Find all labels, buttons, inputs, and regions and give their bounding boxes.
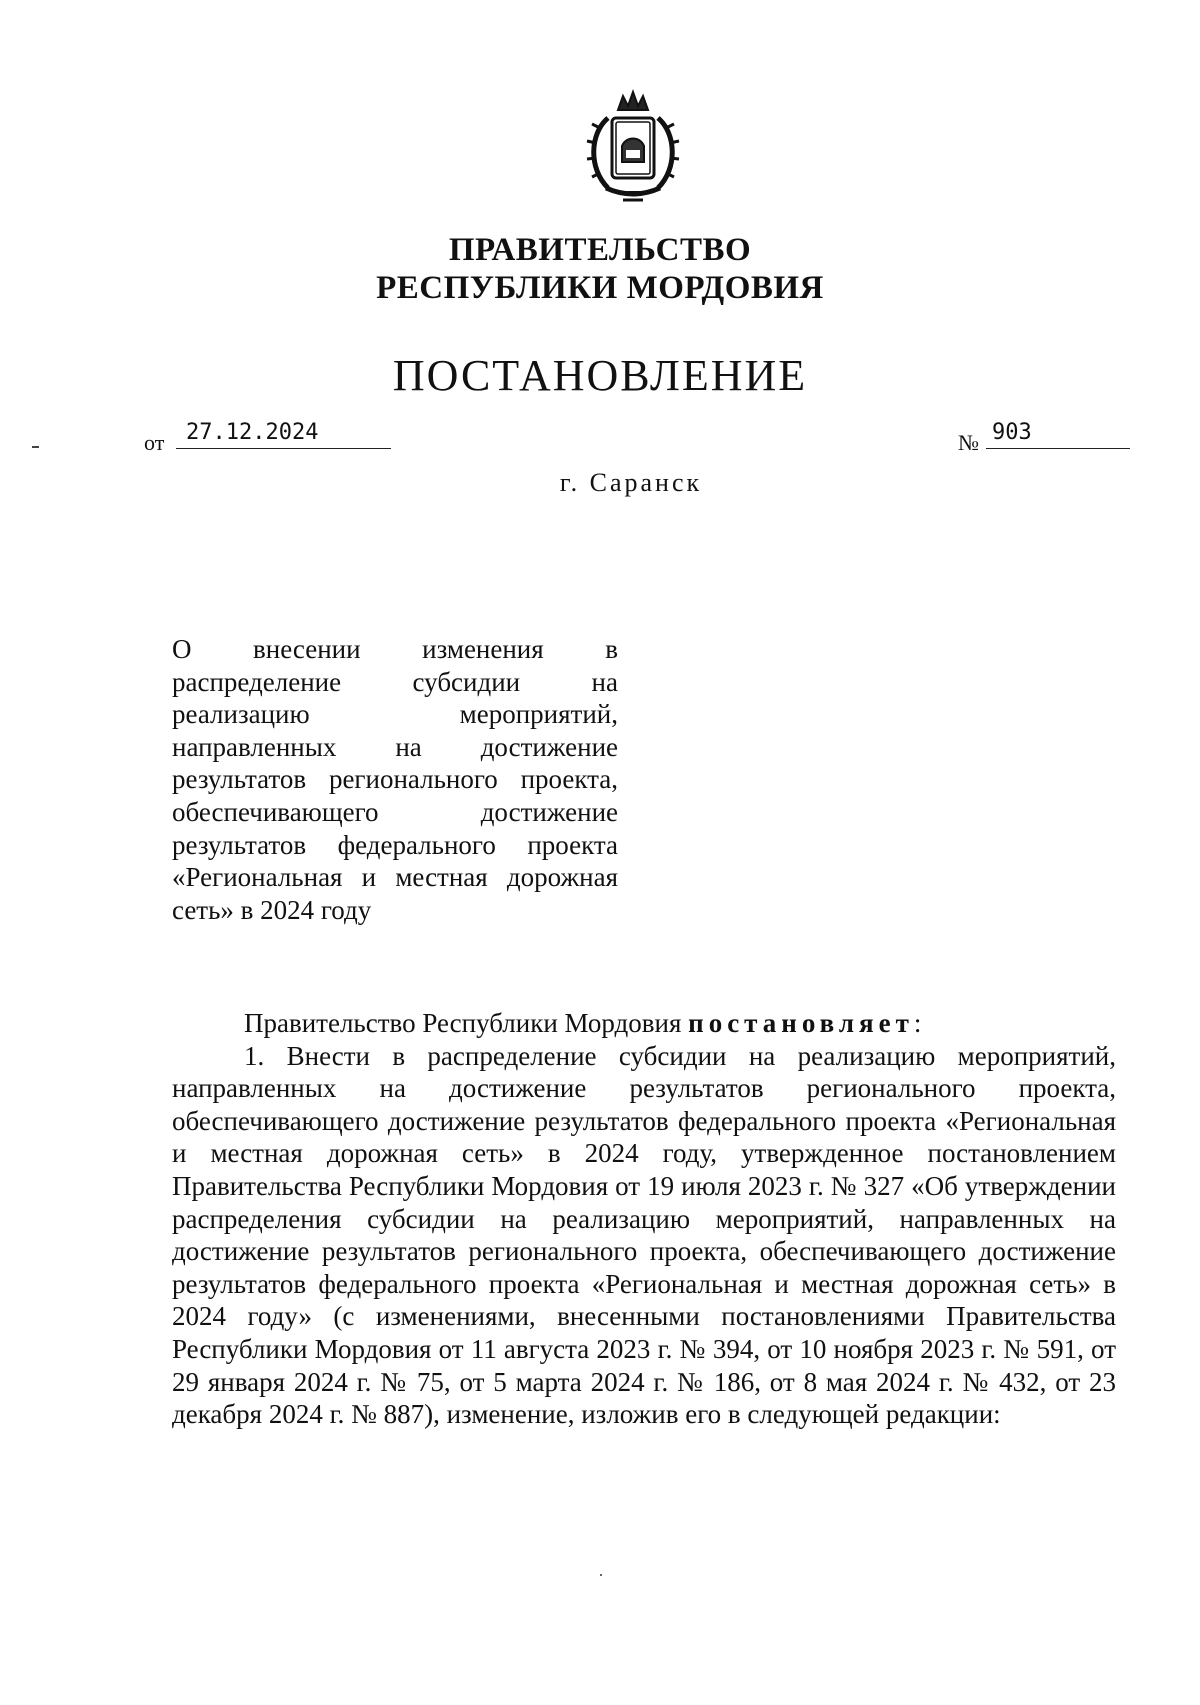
city-name: г. Саранск bbox=[559, 468, 703, 497]
document-body bbox=[172, 1007, 1116, 1431]
intro-prefix: Правительство Республики Мордовия bbox=[244, 1008, 689, 1038]
intro-emphasis: постановляет bbox=[688, 1008, 914, 1038]
scan-dot bbox=[600, 1574, 602, 1576]
date-value: 27.12.2024 bbox=[176, 418, 391, 449]
organization-name-line1: ПРАВИТЕЛЬСТВО bbox=[448, 232, 752, 268]
number-value: 903 bbox=[986, 418, 1130, 449]
paragraph-1: 1. Внести в распределение субсидии на реализацию мероприятий, направленных на достижение результатов регионального проекта, обеспечивающего достижение результатов федерального проекта «Региональная и местная дорожная сеть» в 2024 году, утвержденное постановлением Правительства Республики Мордовия от 19 июля 2023 г. № 327 «Об утверждении распределения субсидии на реализацию мероприятий, направленных на достижение результатов регионального проекта, обеспечивающего достижение результатов федерального проекта «Региональная и местная дорожная сеть» в 2024 году» (с изменениями, внесенными постановлениями Правительства Республики Мордовия от 11 августа 2023 г. № 394, от 10 ноября 2023 г. № 591, от 29 января 2024 г. № 75, от 5 марта 2024 г. № 186, от 8 мая 2024 г. № 432, от 23 декабря 2024 г. № 887), изменение, изложив его в следующей редакции: bbox=[172, 1040, 1116, 1430]
margin-mark bbox=[32, 446, 39, 448]
intro-suffix: : bbox=[913, 1008, 922, 1038]
number-label: № bbox=[958, 430, 979, 455]
document-subject: О внесении изменения в распределение субсидии на реализацию мероприятий, направленных на достижение результатов регионального проекта, обеспечивающего достижение результатов федерального проекта «Региональная и местная дорожная сеть» в 2024 году bbox=[172, 634, 618, 925]
coat-of-arms-emblem-icon bbox=[578, 88, 688, 206]
organization-name-line2: РЕСПУБЛИКИ МОРДОВИЯ bbox=[376, 270, 824, 306]
document-type-title: ПОСТАНОВЛЕНИЕ bbox=[392, 351, 808, 400]
resolution-intro bbox=[172, 1007, 1116, 1040]
date-label: от bbox=[144, 430, 165, 455]
